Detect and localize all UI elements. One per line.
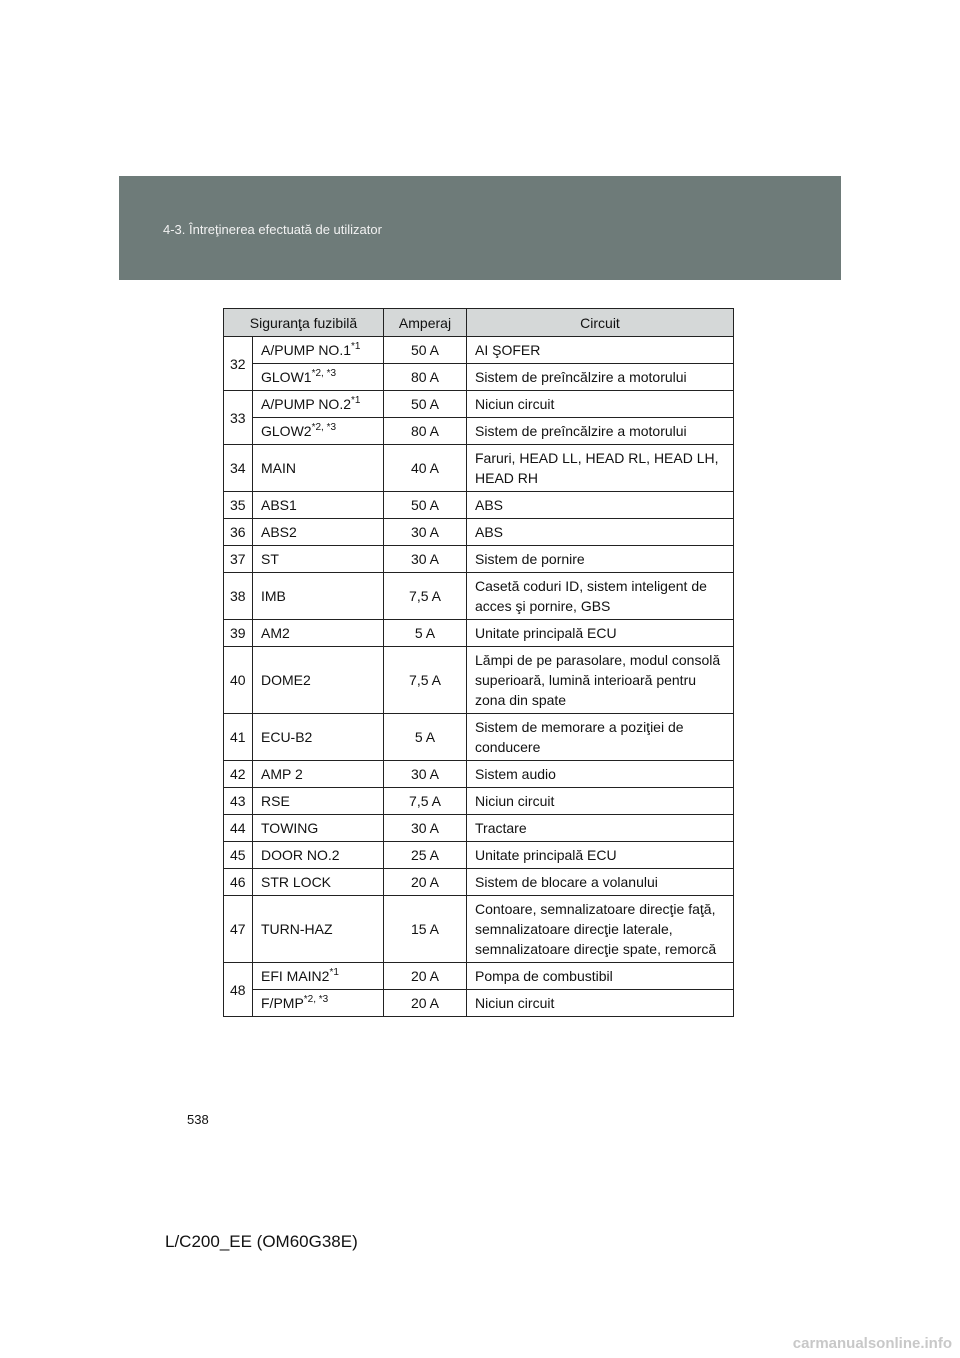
fuse-name-text: MAIN	[261, 460, 296, 476]
table-row	[224, 492, 734, 519]
table-row	[224, 391, 734, 418]
fuse-number: 43	[224, 788, 253, 815]
fuse-name-text: F/PMP	[261, 995, 304, 1011]
watermark-text: carmanualsonline.info	[792, 1335, 952, 1352]
table-row	[224, 620, 734, 647]
fuse-name	[253, 647, 384, 714]
fuse-name-text: STR LOCK	[261, 874, 332, 890]
fuse-number: 37	[224, 546, 253, 573]
fuse-number: 47	[224, 896, 253, 963]
fuse-name-text: A/PUMP NO.2	[261, 396, 351, 412]
fuse-name-text: EFI MAIN2	[261, 968, 330, 984]
section-title: 4-3. Întreţinerea efectuată de utilizator	[163, 222, 382, 237]
table-row	[224, 990, 734, 1017]
table-row	[224, 815, 734, 842]
fuse-number: 38	[224, 573, 253, 620]
table-row	[224, 647, 734, 714]
fuse-amperage: 30 A	[384, 815, 467, 842]
fuse-circuit: Sistem de preîncălzire a motorului	[467, 418, 734, 445]
fuse-name	[253, 573, 384, 620]
fuse-amperage: 7,5 A	[384, 573, 467, 620]
fuse-name	[253, 519, 384, 546]
fuse-name	[253, 714, 384, 761]
table-header-row	[224, 309, 734, 337]
footnote-marker: *1	[351, 341, 361, 352]
fuse-name-text: DOME2	[261, 672, 311, 688]
fuse-amperage: 15 A	[384, 896, 467, 963]
fuse-name-text: AM2	[261, 625, 290, 641]
fuse-circuit: Lămpi de pe parasolare, modul consolă superioară, lumină interioară pentru zona din spate	[467, 647, 734, 714]
table-row	[224, 546, 734, 573]
fuse-name	[253, 492, 384, 519]
fuse-number: 45	[224, 842, 253, 869]
fuse-amperage: 5 A	[384, 714, 467, 761]
fuse-name	[253, 364, 384, 391]
fuse-amperage: 20 A	[384, 869, 467, 896]
fuse-amperage: 30 A	[384, 761, 467, 788]
fuse-circuit: ABS	[467, 519, 734, 546]
fuse-number: 42	[224, 761, 253, 788]
fuse-name-text: A/PUMP NO.1	[261, 342, 351, 358]
page-number: 538	[187, 1112, 209, 1127]
table-row	[224, 445, 734, 492]
fuse-name	[253, 546, 384, 573]
fuse-name-text: IMB	[261, 588, 286, 604]
fuse-amperage: 5 A	[384, 620, 467, 647]
fuse-name-text: ABS1	[261, 497, 297, 513]
fuse-circuit: Sistem de preîncălzire a motorului	[467, 364, 734, 391]
fuse-circuit: Sistem de memorare a poziţiei de conducere	[467, 714, 734, 761]
fuse-name	[253, 620, 384, 647]
fuse-circuit: Unitate principală ECU	[467, 620, 734, 647]
table-row	[224, 519, 734, 546]
fuse-amperage: 30 A	[384, 546, 467, 573]
fuse-number: 44	[224, 815, 253, 842]
fuse-circuit: Tractare	[467, 815, 734, 842]
footnote-marker: *2, *3	[311, 422, 337, 433]
fuse-name	[253, 963, 384, 990]
fuse-number: 35	[224, 492, 253, 519]
fuse-amperage: 50 A	[384, 492, 467, 519]
fuse-circuit: Contoare, semnalizatoare direcţie faţă, semnalizatoare direcţie laterale, semnalizatoare direcţie spate, remorcă	[467, 896, 734, 963]
table-row	[224, 761, 734, 788]
fuse-name	[253, 896, 384, 963]
fuse-circuit: Casetă coduri ID, sistem inteligent de acces şi pornire, GBS	[467, 573, 734, 620]
fuse-name-text: ECU-B2	[261, 729, 313, 745]
fuse-circuit: Faruri, HEAD LL, HEAD RL, HEAD LH, HEAD RH	[467, 445, 734, 492]
fuse-amperage: 25 A	[384, 842, 467, 869]
fuse-circuit: Niciun circuit	[467, 990, 734, 1017]
fuse-circuit: ABS	[467, 492, 734, 519]
footnote-marker: *2, *3	[303, 994, 329, 1005]
fuse-number: 34	[224, 445, 253, 492]
table-row	[224, 869, 734, 896]
fuse-number: 40	[224, 647, 253, 714]
table-row	[224, 788, 734, 815]
fuse-name	[253, 761, 384, 788]
fuse-amperage: 30 A	[384, 519, 467, 546]
table-body	[224, 337, 734, 1017]
fuse-amperage: 80 A	[384, 364, 467, 391]
fuse-name-text: GLOW2	[261, 423, 312, 439]
fuse-name-text: DOOR NO.2	[261, 847, 340, 863]
fuse-table	[223, 308, 734, 1017]
fuse-name-text: AMP 2	[261, 766, 303, 782]
section-header-band	[119, 176, 841, 280]
fuse-name-text: ABS2	[261, 524, 297, 540]
fuse-circuit: Sistem de blocare a volanului	[467, 869, 734, 896]
fuse-name	[253, 418, 384, 445]
fuse-circuit: AI ŞOFER	[467, 337, 734, 364]
fuse-circuit: Niciun circuit	[467, 788, 734, 815]
document-code: L/C200_EE (OM60G38E)	[165, 1232, 358, 1251]
fuse-circuit: Unitate principală ECU	[467, 842, 734, 869]
fuse-number: 41	[224, 714, 253, 761]
footnote-marker: *2, *3	[311, 368, 337, 379]
footnote-marker: *1	[351, 395, 361, 406]
fuse-name	[253, 869, 384, 896]
fuse-circuit: Niciun circuit	[467, 391, 734, 418]
fuse-amperage: 80 A	[384, 418, 467, 445]
column-header-circuit: Circuit	[467, 309, 734, 337]
fuse-number: 48	[224, 963, 253, 1017]
fuse-name	[253, 337, 384, 364]
footnote-marker: *1	[329, 967, 339, 978]
fuse-name	[253, 842, 384, 869]
fuse-name	[253, 445, 384, 492]
table-row	[224, 896, 734, 963]
fuse-circuit: Pompa de combustibil	[467, 963, 734, 990]
fuse-circuit: Sistem de pornire	[467, 546, 734, 573]
column-header-amperage: Amperaj	[384, 309, 467, 337]
table-row	[224, 418, 734, 445]
fuse-number: 33	[224, 391, 253, 445]
table-row	[224, 337, 734, 364]
fuse-number: 32	[224, 337, 253, 391]
fuse-amperage: 40 A	[384, 445, 467, 492]
fuse-name-text: TOWING	[261, 820, 319, 836]
fuse-amperage: 20 A	[384, 990, 467, 1017]
table-row	[224, 963, 734, 990]
fuse-amperage: 50 A	[384, 391, 467, 418]
fuse-name	[253, 788, 384, 815]
fuse-name	[253, 990, 384, 1017]
fuse-number: 46	[224, 869, 253, 896]
fuse-amperage: 7,5 A	[384, 788, 467, 815]
table-row	[224, 842, 734, 869]
fuse-circuit: Sistem audio	[467, 761, 734, 788]
fuse-name-text: ST	[261, 551, 279, 567]
fuse-name	[253, 815, 384, 842]
column-header-fuse: Siguranţa fuzibilă	[224, 309, 384, 337]
fuse-name-text: RSE	[261, 793, 290, 809]
fuse-number: 39	[224, 620, 253, 647]
fuse-name	[253, 391, 384, 418]
fuse-name-text: GLOW1	[261, 369, 312, 385]
fuse-amperage: 20 A	[384, 963, 467, 990]
fuse-number: 36	[224, 519, 253, 546]
table-row	[224, 714, 734, 761]
fuse-amperage: 7,5 A	[384, 647, 467, 714]
table-row	[224, 364, 734, 391]
fuse-name-text: TURN-HAZ	[261, 921, 333, 937]
table-row	[224, 573, 734, 620]
fuse-amperage: 50 A	[384, 337, 467, 364]
